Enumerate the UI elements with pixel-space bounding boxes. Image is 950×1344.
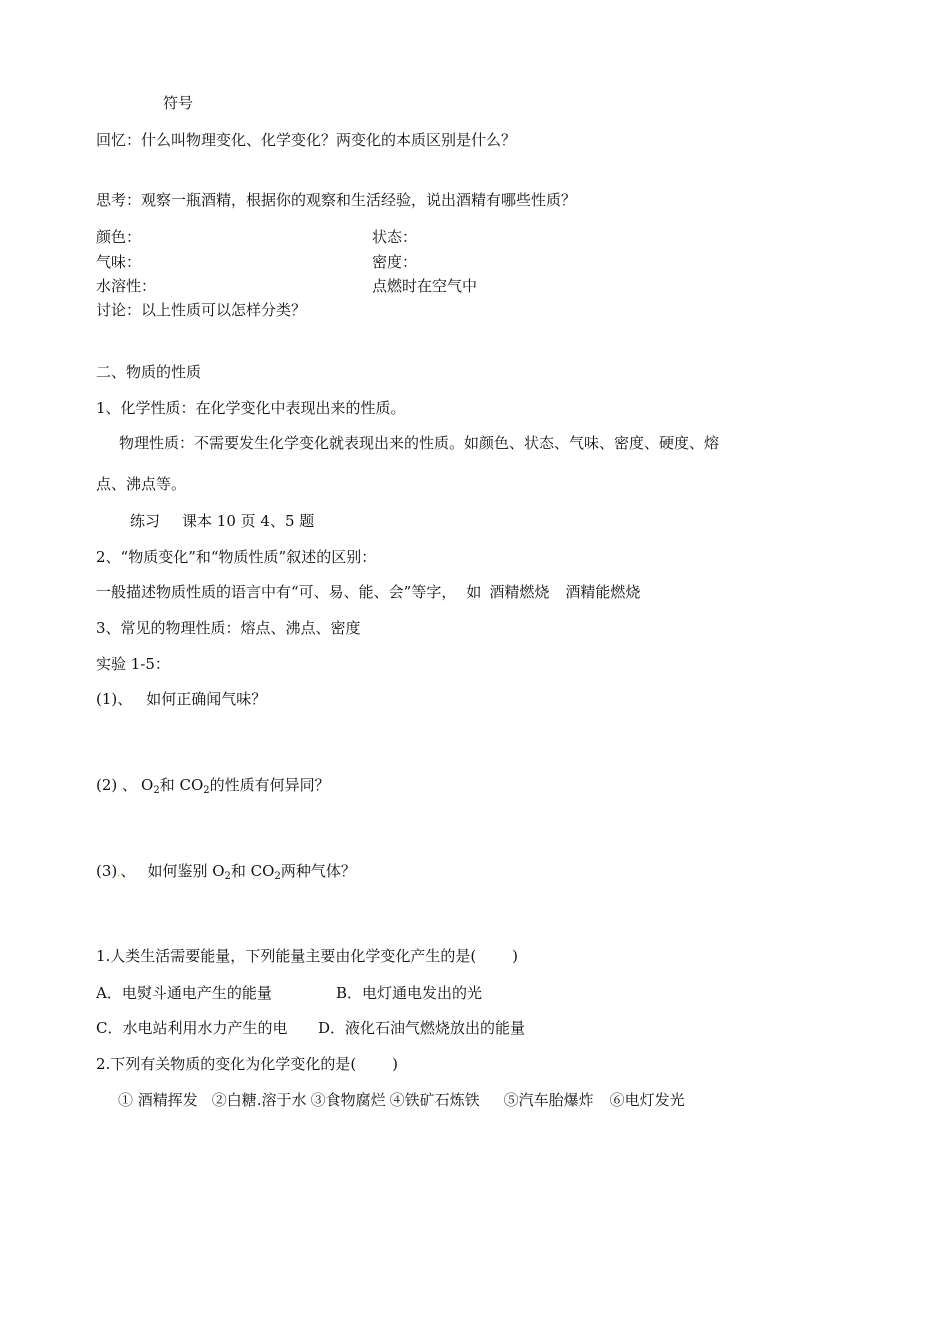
exercise-text: 课本 10 页 4、5 题	[182, 512, 315, 530]
mcq-1-stem	[96, 946, 518, 966]
question-text: 两种气体？	[280, 862, 356, 880]
question-text: 如何正确闻气味？	[146, 690, 267, 708]
item-3: ③食物腐烂	[310, 1091, 386, 1109]
experiment-question-2	[96, 775, 330, 795]
stem-close: )	[392, 1055, 399, 1073]
subscript: 2	[274, 871, 281, 882]
common-physical-properties: 3、常见的物理性质：熔点、沸点、密度	[96, 619, 361, 637]
difference-text	[96, 582, 640, 602]
physical-property-definition: 物理性质：不需要发生化学变化就表现出来的性质。如颜色、状态、气味、密度、硬度、熔	[119, 434, 720, 452]
item-5: ⑤汽车胎爆炸	[503, 1091, 594, 1109]
stray-dot: .	[117, 868, 121, 879]
experiment-title: 实验 1-5：	[96, 655, 170, 673]
question-and: 和 CO	[230, 862, 275, 880]
physical-property-continuation: 点、沸点等。	[96, 475, 187, 493]
example-property: 酒精能燃烧	[565, 583, 641, 601]
question-number: (2) 、	[96, 776, 138, 794]
mcq-1-option-b: B．电灯通电发出的光	[336, 984, 483, 1002]
item-1: ① 酒精挥发	[118, 1091, 198, 1109]
recall-question: 回忆：什么叫物理变化、化学变化？两变化的本质区别是什么？	[96, 131, 517, 149]
mcq-1-option-d: D．液化石油气燃烧放出的能量	[318, 1019, 526, 1037]
discuss-question: 讨论：以上性质可以怎样分类？	[96, 301, 307, 319]
section-title: 二、物质的性质	[96, 363, 202, 381]
prop-solubility-label: 水溶性：	[96, 277, 157, 295]
mcq-1-option-a: A．电熨斗通电产生的能量	[96, 984, 272, 1002]
exercise-label: 练习	[130, 512, 161, 530]
symbol-label: 符号	[163, 94, 194, 112]
mcq-2-items	[118, 1090, 685, 1110]
subscript: 2	[224, 871, 231, 882]
difference-title: 2、“物质变化”和“物质性质”叙述的区别：	[96, 548, 377, 566]
prop-ignition-label: 点燃时在空气中	[372, 277, 478, 295]
item-2: ②白糖.溶于水	[211, 1091, 307, 1109]
stem-text: 1.人类生活需要能量，下列能量主要由化学变化产生的是(	[96, 947, 477, 965]
question-number: (1)、	[96, 690, 133, 708]
exercise-line	[130, 511, 314, 531]
question-separator: 、	[120, 862, 136, 880]
difference-description: 一般描述物质性质的语言中有“可、易、能、会”等字，	[96, 583, 457, 601]
item-4: ④铁矿石炼铁	[389, 1091, 480, 1109]
example-change: 酒精燃烧	[489, 583, 550, 601]
co2-formula: 和 $CO_2$	[159, 776, 210, 796]
experiment-question-1	[96, 689, 266, 709]
think-question: 思考：观察一瓶酒精，根据你的观察和生活经验，说出酒精有哪些性质？	[96, 191, 577, 209]
example-prefix: 如	[466, 583, 482, 601]
stem-close: )	[512, 947, 519, 965]
stem-text: 2.下列有关物质的变化为化学变化的是(	[96, 1055, 357, 1073]
mcq-2-stem	[96, 1054, 398, 1074]
prop-state-label: 状态：	[372, 228, 418, 246]
chemical-property-definition: 1、化学性质：在化学变化中表现出来的性质。	[96, 399, 406, 417]
prop-color-label: 颜色：	[96, 228, 142, 246]
prop-odor-label: 气味：	[96, 253, 142, 271]
mcq-1-option-c: C．水电站利用水力产生的电	[96, 1019, 288, 1037]
question-number: (3)	[96, 862, 118, 880]
question-head: 如何鉴别 O	[147, 862, 225, 880]
item-6: ⑥电灯发光	[609, 1091, 685, 1109]
question-text: 的性质有何异同？	[209, 776, 330, 794]
prop-density-label: 密度：	[372, 253, 418, 271]
experiment-question-3	[96, 861, 356, 884]
oxygen-formula: $O_2$	[141, 776, 160, 796]
